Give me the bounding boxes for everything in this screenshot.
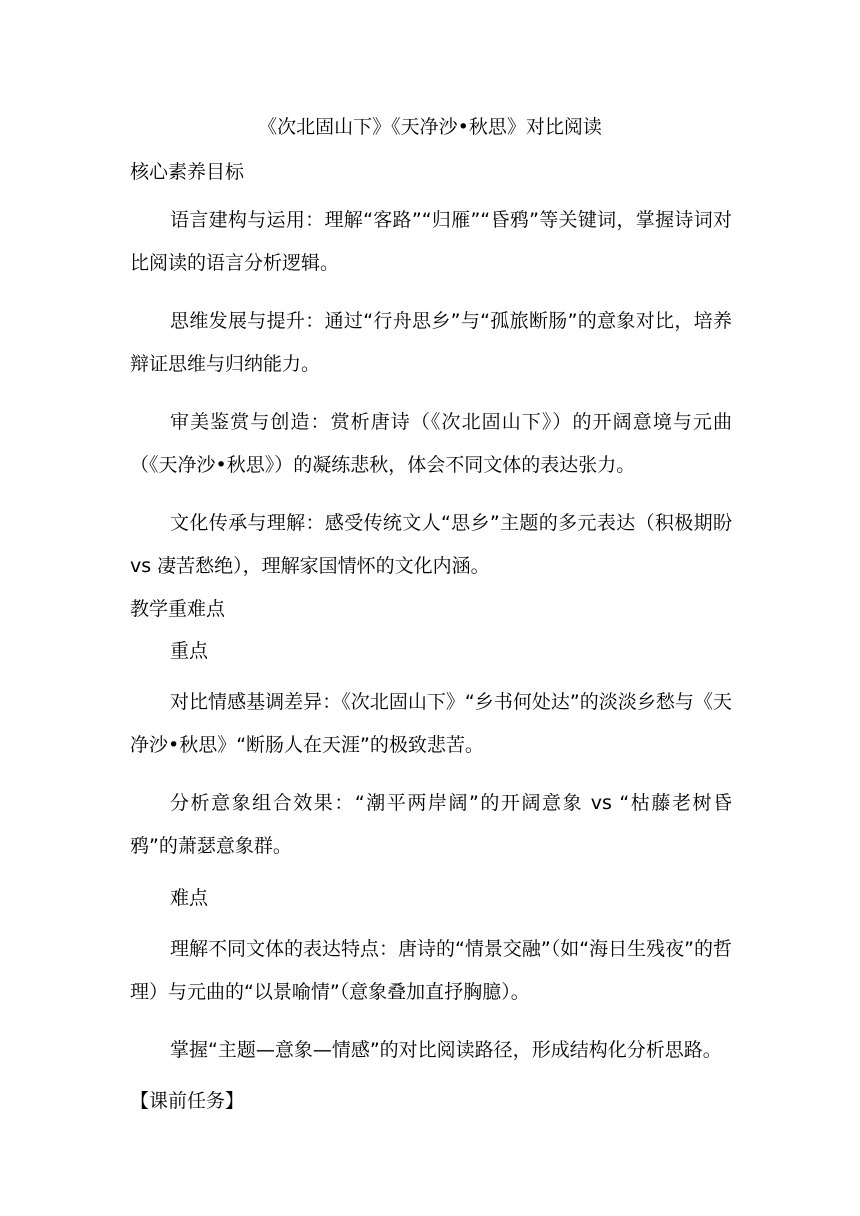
goal-paragraph-culture: 文化传承与理解：感受传统文人“思乡”主题的多元表达（积极期盼 vs 凄苦愁绝），理解家国情怀的文化内涵。 xyxy=(130,512,732,577)
hard-point-paragraph-genre: 理解不同文体的表达特点：唐诗的“情景交融”（如“海日生残夜”的哲理）与元曲的“以景喻情”（意象叠加直抒胸臆）。 xyxy=(130,938,732,1003)
document-body xyxy=(130,157,732,1116)
section-heading-goals: 核心素养目标 xyxy=(130,161,245,183)
hard-point-paragraph-path: 掌握“主题—意象—情感”的对比阅读路径，形成结构化分析思路。 xyxy=(170,1039,722,1061)
document-title: 《次北固山下》《天净沙•秋思》对比阅读 xyxy=(258,116,602,138)
goal-paragraph-aesthetics: 审美鉴赏与创造：赏析唐诗（《次北固山下》）的开阔意境与元曲（《天净沙•秋思》）的凝练悲秋，体会不同文体的表达张力。 xyxy=(130,411,732,476)
subheading-hard-points: 难点 xyxy=(170,887,209,909)
section-heading-difficulties: 教学重难点 xyxy=(130,598,226,620)
section-heading-pre-class: 【课前任务】 xyxy=(130,1090,245,1112)
goal-paragraph-thinking: 思维发展与提升：通过“行舟思乡”与“孤旅断肠”的意象对比，培养辩证思维与归纳能力。 xyxy=(130,310,732,375)
key-point-paragraph-imagery: 分析意象组合效果：“潮平两岸阔”的开阔意象 vs “枯藤老树昏鸦”的萧瑟意象群。 xyxy=(130,792,732,857)
key-point-paragraph-emotion: 对比情感基调差异：《次北固山下》“乡书何处达”的淡淡乡愁与《天净沙•秋思》“断肠人在天涯”的极致悲苦。 xyxy=(130,691,732,756)
subheading-key-points: 重点 xyxy=(170,640,209,662)
goal-paragraph-language: 语言建构与运用：理解“客路”“归雁”“昏鸦”等关键词，掌握诗词对比阅读的语言分析逻辑。 xyxy=(130,209,732,274)
